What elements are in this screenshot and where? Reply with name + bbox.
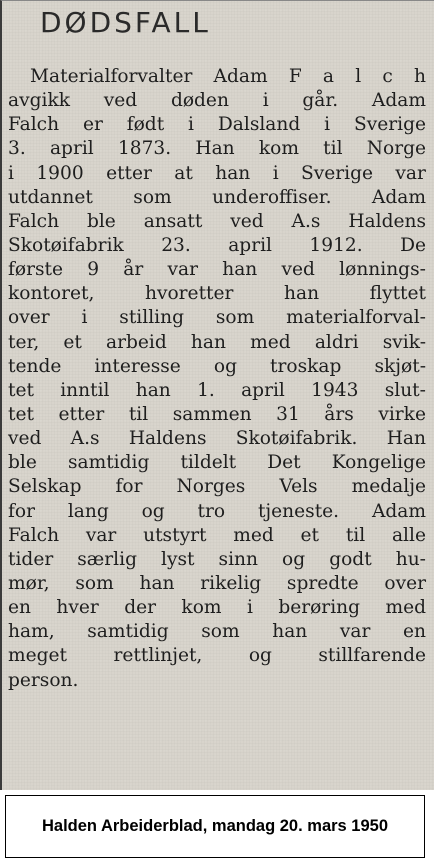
article-line: tet etter til sammen 31 års virke bbox=[8, 403, 426, 425]
article-line: for lang og tro tjeneste. Adam bbox=[8, 500, 426, 522]
article-line: Skotøifabrik 23. april 1912. De bbox=[8, 234, 426, 256]
source-caption: Halden Arbeiderblad, mandag 20. mars 1950 bbox=[41, 817, 389, 835]
article-line: ter, et arbeid han med aldri svik- bbox=[8, 331, 426, 353]
article-line: første 9 år var han ved lønnings- bbox=[8, 259, 426, 281]
article-line: mør, som han rikelig spredte over bbox=[8, 572, 426, 594]
article-line: meget rettlinjet, og stillfarende bbox=[8, 645, 426, 667]
article-line: Falch var utstyrt med et til alle bbox=[8, 524, 426, 546]
article-line: ble samtidig tildelt Det Kongelige bbox=[8, 452, 426, 474]
article-body bbox=[8, 65, 426, 693]
article-line: avgikk ved døden i går. Adam bbox=[8, 90, 426, 112]
article-headline: DØDSFALL bbox=[40, 6, 211, 39]
article-line: person. bbox=[8, 669, 79, 691]
article-line: over i stilling som materialforval- bbox=[8, 307, 426, 329]
article-line: utdannet som underoffiser. Adam bbox=[8, 186, 426, 208]
article-line: Falch er født i Dalsland i Sverige bbox=[8, 114, 426, 136]
article-line: 3. april 1873. Han kom til Norge bbox=[8, 138, 426, 160]
article-line: Materialforvalter Adam F a l c h bbox=[30, 66, 426, 87]
article-line: ham, samtidig som han var en bbox=[8, 621, 426, 643]
article-line: Selskap for Norges Vels medalje bbox=[8, 476, 426, 498]
article-line: kontoret, hvoretter han flyttet bbox=[8, 283, 426, 305]
article-line: tider særlig lyst sinn og godt hu- bbox=[8, 548, 426, 570]
source-caption-box bbox=[5, 795, 425, 858]
article-line: Falch ble ansatt ved A.s Haldens bbox=[8, 210, 426, 232]
article-line: tende interesse og troskap skjøt- bbox=[8, 355, 426, 377]
article-line: en hver der kom i berøring med bbox=[8, 597, 426, 619]
article-line: tet inntil han 1. april 1943 slut- bbox=[8, 379, 426, 401]
article-line: ved A.s Haldens Skotøifabrik. Han bbox=[8, 428, 426, 450]
article-line: i 1900 etter at han i Sverige var bbox=[8, 162, 426, 184]
